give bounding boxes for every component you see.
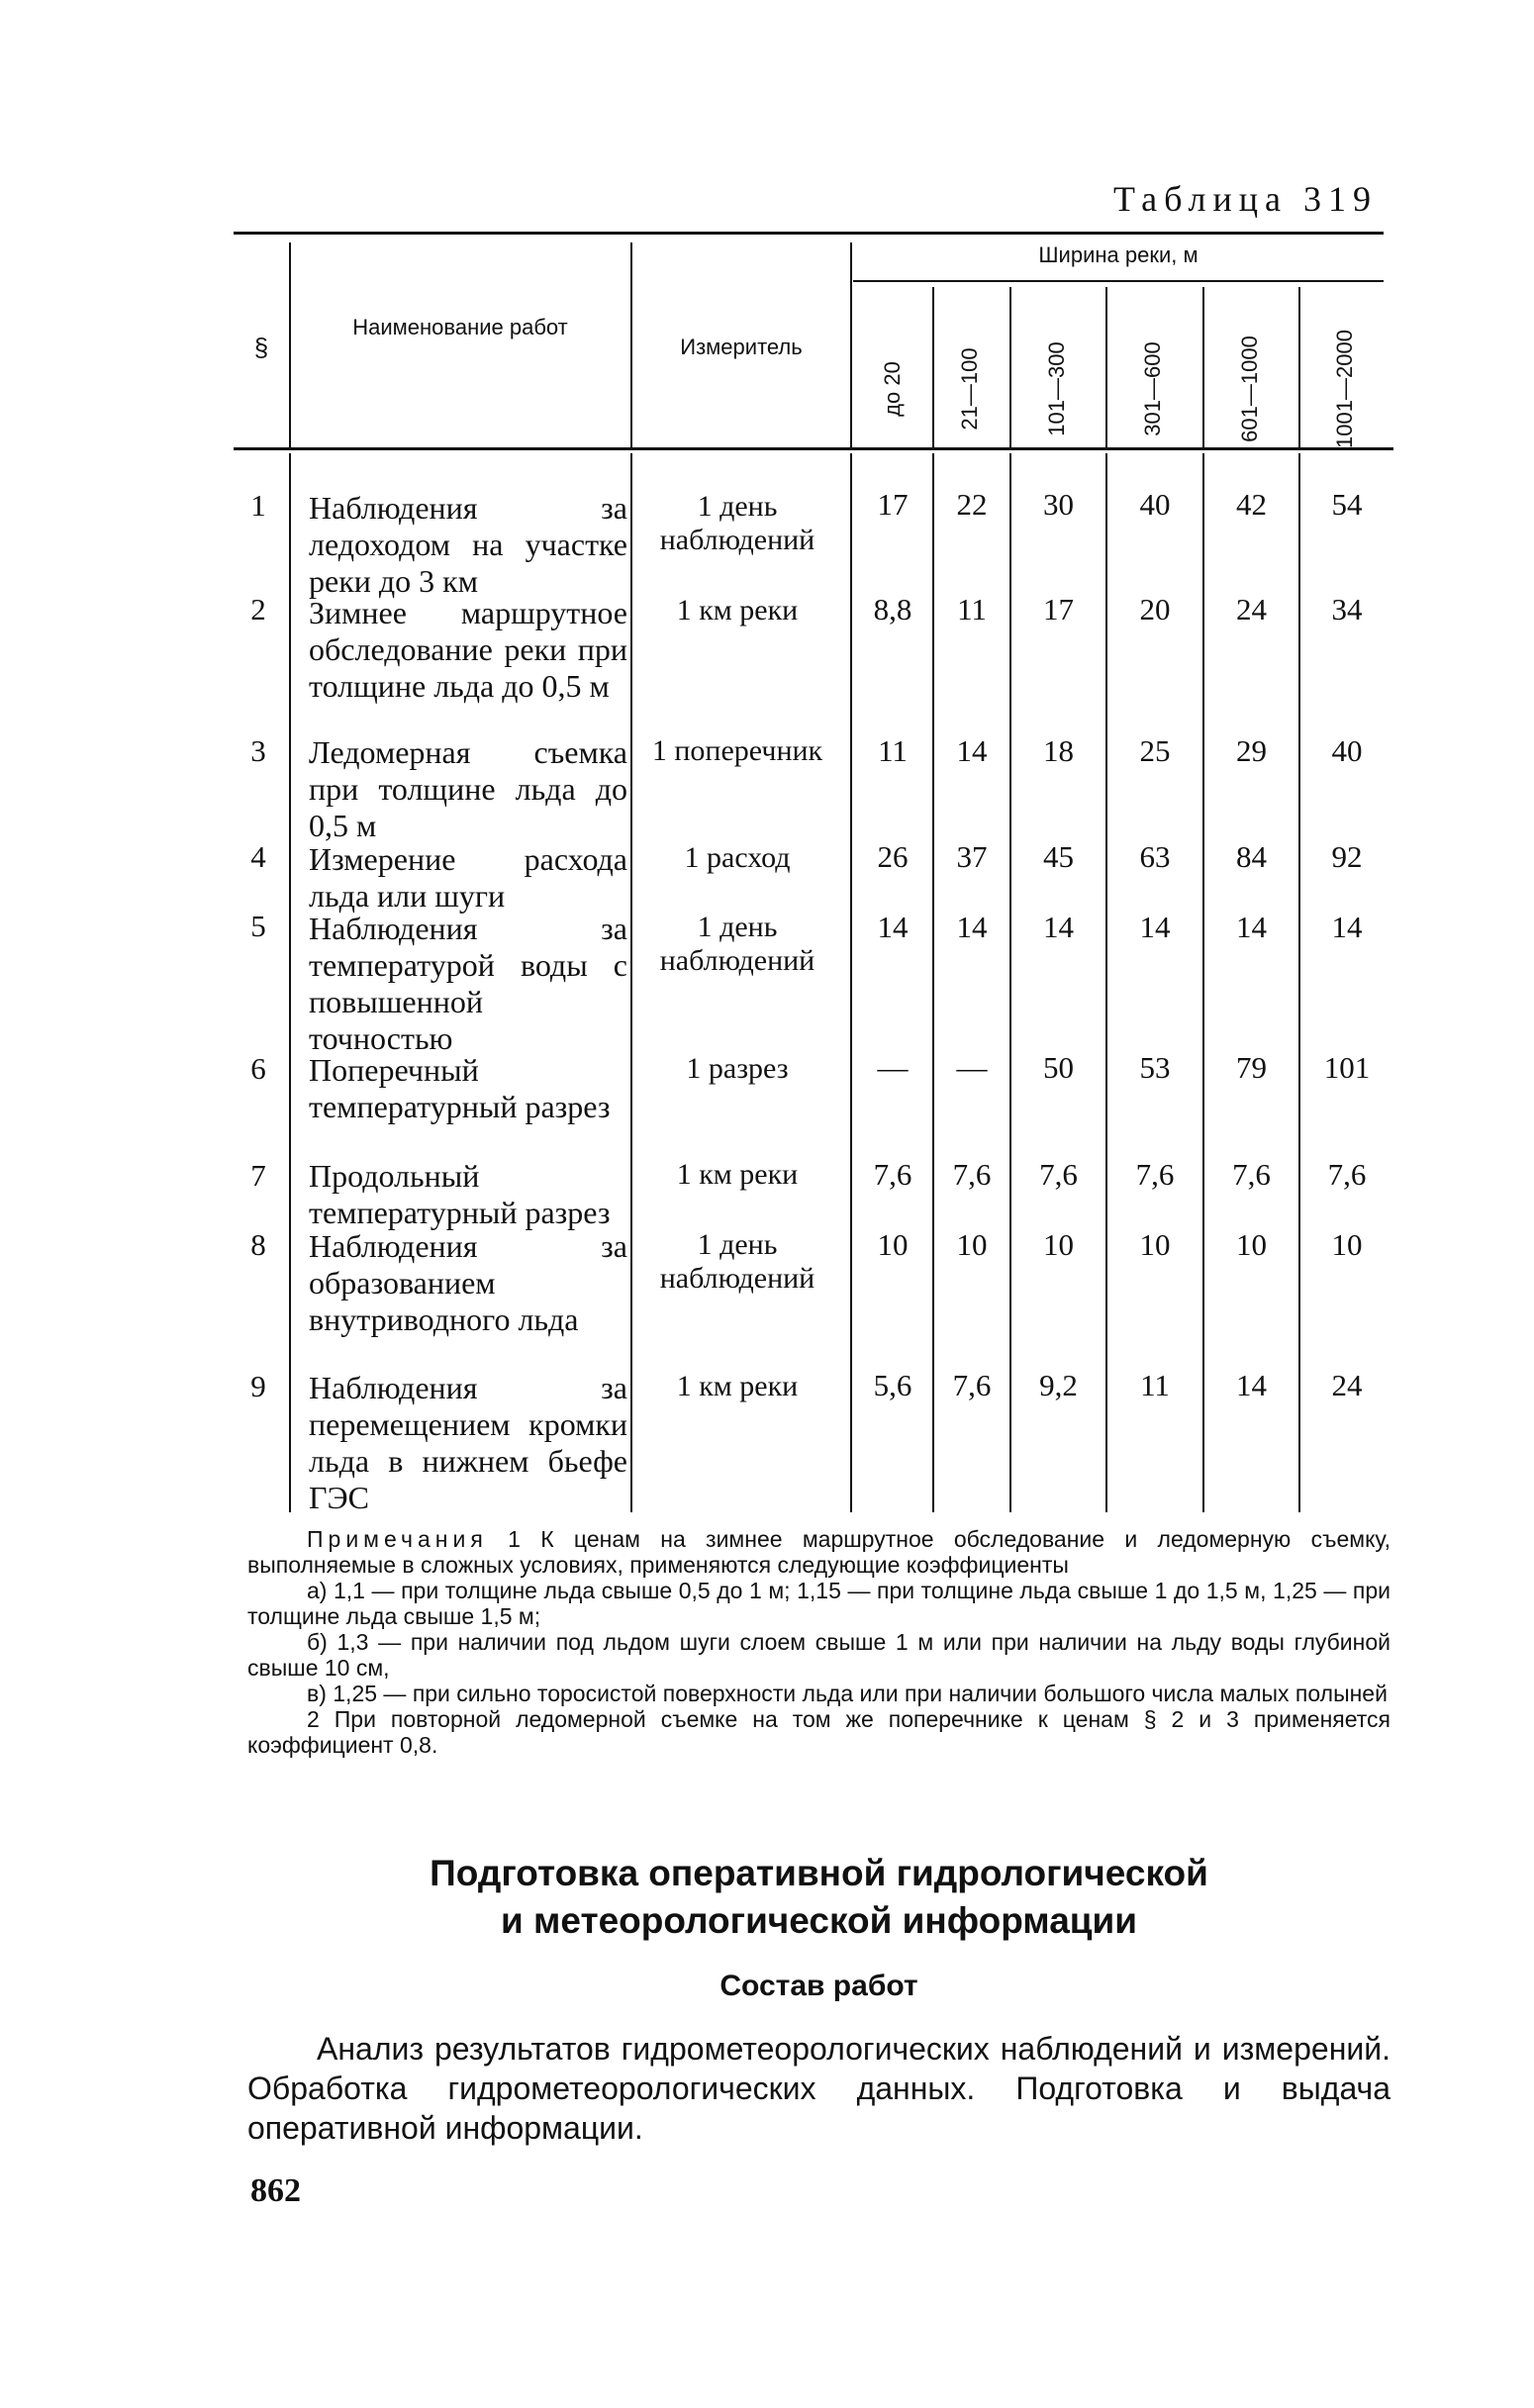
- header-bottom-rule: [234, 447, 1393, 450]
- col-rule: [1202, 287, 1204, 447]
- cell-value: 8,8: [873, 592, 912, 626]
- cell-value: 45: [1043, 839, 1074, 874]
- note-1: 1 К ценам на зимнее маршрутное обследование и ледомерную съемку, выполняемые в сложных условиях, применяются следующие коэффициенты: [247, 1526, 1390, 1578]
- cell-value: 17: [877, 487, 909, 522]
- notes-heading: Примечания: [307, 1526, 488, 1552]
- cell-value: 7,6: [952, 1368, 992, 1402]
- row-name: Наблюдения за ледоходом на участке реки до 3 км: [309, 490, 627, 599]
- cell-value: 29: [1236, 733, 1267, 768]
- cell-value: 5,6: [873, 1368, 912, 1402]
- row-section: 8: [250, 1227, 266, 1262]
- row-unit: 1 день наблюдений: [659, 1228, 815, 1295]
- cell-value: 22: [956, 487, 988, 522]
- header-section: §: [253, 333, 269, 362]
- section-heading-line2: и метеорологической информации: [500, 1900, 1138, 1941]
- cell-value: 79: [1236, 1050, 1267, 1085]
- note-a: а) 1,1 — при толщине льда свыше 0,5 до 1 м; 1,15 — при толщине льда свыше 1 до 1,5 м, 1,25 — при толщине льда свыше 1,5 м;: [247, 1578, 1390, 1629]
- row-name: Продольный температурный разрез: [309, 1158, 611, 1230]
- row-section: 2: [250, 592, 266, 626]
- cell-value: 20: [1139, 592, 1171, 626]
- cell-value: 7,6: [952, 1157, 992, 1192]
- cell-value: 10: [877, 1227, 909, 1262]
- col-rule: [630, 242, 632, 447]
- col-rule: [1105, 287, 1107, 447]
- cell-value: 92: [1331, 839, 1363, 874]
- cell-value: 7,6: [1039, 1157, 1078, 1192]
- col-rule: [1009, 287, 1011, 447]
- cell-value: 11: [1140, 1368, 1170, 1402]
- row-name: Измерение расхода льда или шуги: [309, 841, 627, 914]
- cell-value: 7,6: [1135, 1157, 1175, 1192]
- table-notes: [247, 1526, 1390, 1758]
- cell-value: 10: [956, 1227, 988, 1262]
- cell-value: 40: [1139, 487, 1171, 522]
- row-unit: 1 км реки: [676, 1370, 799, 1402]
- cell-value: 26: [877, 839, 909, 874]
- cell-value: 14: [1236, 910, 1267, 944]
- cell-value: 24: [1331, 1368, 1363, 1402]
- row-section: 7: [250, 1158, 266, 1193]
- header-width-col: 301—600: [1140, 341, 1165, 436]
- cell-value: 84: [1236, 839, 1267, 874]
- col-rule: [1298, 287, 1300, 447]
- cell-value: 7,6: [1327, 1157, 1367, 1192]
- page-number: 862: [250, 2172, 301, 2209]
- section-text: Анализ результатов гидрометеорологических наблюдений и измерений. Обработка гидрометеорологических данных. Подготовка и выдача оперативной информации.: [247, 2031, 1390, 2146]
- cell-value: 101: [1323, 1050, 1371, 1085]
- cell-value: 37: [956, 839, 988, 874]
- note-2: 2 При повторной ледомерной съемке на том же поперечнике к ценам § 2 и 3 применяется коэффициент 0,8.: [247, 1706, 1390, 1758]
- cell-value: 25: [1139, 733, 1171, 768]
- col-rule: [289, 453, 291, 1512]
- col-rule: [850, 242, 852, 447]
- cell-value: 7,6: [1232, 1157, 1271, 1192]
- cell-value: 7,6: [873, 1157, 912, 1192]
- header-width-col: 21—100: [957, 347, 982, 431]
- cell-value: 17: [1043, 592, 1074, 626]
- row-section: 6: [250, 1051, 266, 1086]
- header-width-group: Ширина реки, м: [1038, 242, 1198, 267]
- cell-value: 30: [1043, 487, 1074, 522]
- row-unit: 1 день наблюдений: [659, 490, 815, 556]
- col-rule: [932, 287, 934, 447]
- cell-value: 24: [1236, 592, 1267, 626]
- row-section: 5: [250, 909, 266, 943]
- header-name: Наименование работ: [352, 315, 568, 339]
- cell-value: 14: [877, 910, 909, 944]
- row-section: 4: [250, 839, 266, 874]
- cell-value: —: [956, 1050, 988, 1085]
- header-width-col: 1001—2000: [1332, 330, 1357, 448]
- row-unit: 1 поперечник: [651, 734, 823, 767]
- row-name: Наблюдения за образованием внутриводного льда: [309, 1228, 627, 1337]
- cell-value: 14: [1043, 910, 1074, 944]
- cell-value: 11: [878, 733, 908, 768]
- cell-value: 18: [1043, 733, 1074, 768]
- col-rule: [630, 453, 632, 1512]
- cell-value: 10: [1043, 1227, 1074, 1262]
- row-name: Наблюдения за перемещением кромки льда в нижнем бьефе ГЭС: [309, 1370, 627, 1515]
- cell-value: 14: [956, 733, 988, 768]
- row-unit: 1 день наблюдений: [659, 911, 815, 977]
- row-name: Зимнее маршрутное обследование реки при толщине льда до 0,5 м: [309, 595, 627, 704]
- header-width-col: 101—300: [1044, 341, 1069, 436]
- table-top-rule: [234, 232, 1384, 235]
- row-section: 9: [250, 1369, 266, 1403]
- cell-value: 11: [957, 592, 987, 626]
- cell-value: 53: [1139, 1050, 1171, 1085]
- cell-value: 50: [1043, 1050, 1074, 1085]
- note-v: в) 1,25 — при сильно торосистой поверхности льда или при наличии большого числа малых полыней: [307, 1681, 1388, 1706]
- row-name: Ледомерная съемка при толщине льда до 0,5 м: [309, 734, 627, 843]
- row-unit: 1 разрез: [686, 1052, 789, 1085]
- cell-value: 42: [1236, 487, 1267, 522]
- cell-value: 9,2: [1039, 1368, 1078, 1402]
- col-rule: [289, 242, 291, 447]
- table-title: Таблица 319: [1113, 179, 1378, 219]
- row-unit: 1 км реки: [676, 1158, 799, 1191]
- cell-value: 14: [1139, 910, 1171, 944]
- row-section: 3: [250, 733, 266, 768]
- row-name: Поперечный температурный разрез: [309, 1052, 611, 1124]
- row-unit: 1 расход: [684, 841, 791, 874]
- row-name: Наблюдения за температурой воды с повышенной точностью: [309, 911, 627, 1056]
- note-b: б) 1,3 — при наличии под льдом шуги слоем свыше 1 м или при наличии на льду воды глубиной свыше 10 см,: [247, 1629, 1390, 1681]
- cell-value: 14: [1331, 910, 1363, 944]
- section-subheading: Состав работ: [719, 1970, 918, 2002]
- cell-value: 10: [1236, 1227, 1267, 1262]
- col-rule: [850, 453, 852, 1512]
- header-unit: Измеритель: [680, 335, 803, 359]
- cell-value: 14: [1236, 1368, 1267, 1402]
- cell-value: 40: [1331, 733, 1363, 768]
- cell-value: —: [877, 1050, 909, 1085]
- cell-value: 10: [1139, 1227, 1171, 1262]
- cell-value: 34: [1331, 592, 1363, 626]
- cell-value: 54: [1331, 487, 1363, 522]
- row-section: 1: [250, 488, 266, 523]
- header-width-col: 601—1000: [1237, 336, 1262, 442]
- cell-value: 63: [1139, 839, 1171, 874]
- header-width-col: до 20: [880, 361, 905, 417]
- section-heading-line1: Подготовка оперативной гидрологической: [430, 1853, 1208, 1893]
- cell-value: 14: [956, 910, 988, 944]
- width-group-rule: [853, 280, 1384, 282]
- row-unit: 1 км реки: [676, 594, 799, 626]
- cell-value: 10: [1331, 1227, 1363, 1262]
